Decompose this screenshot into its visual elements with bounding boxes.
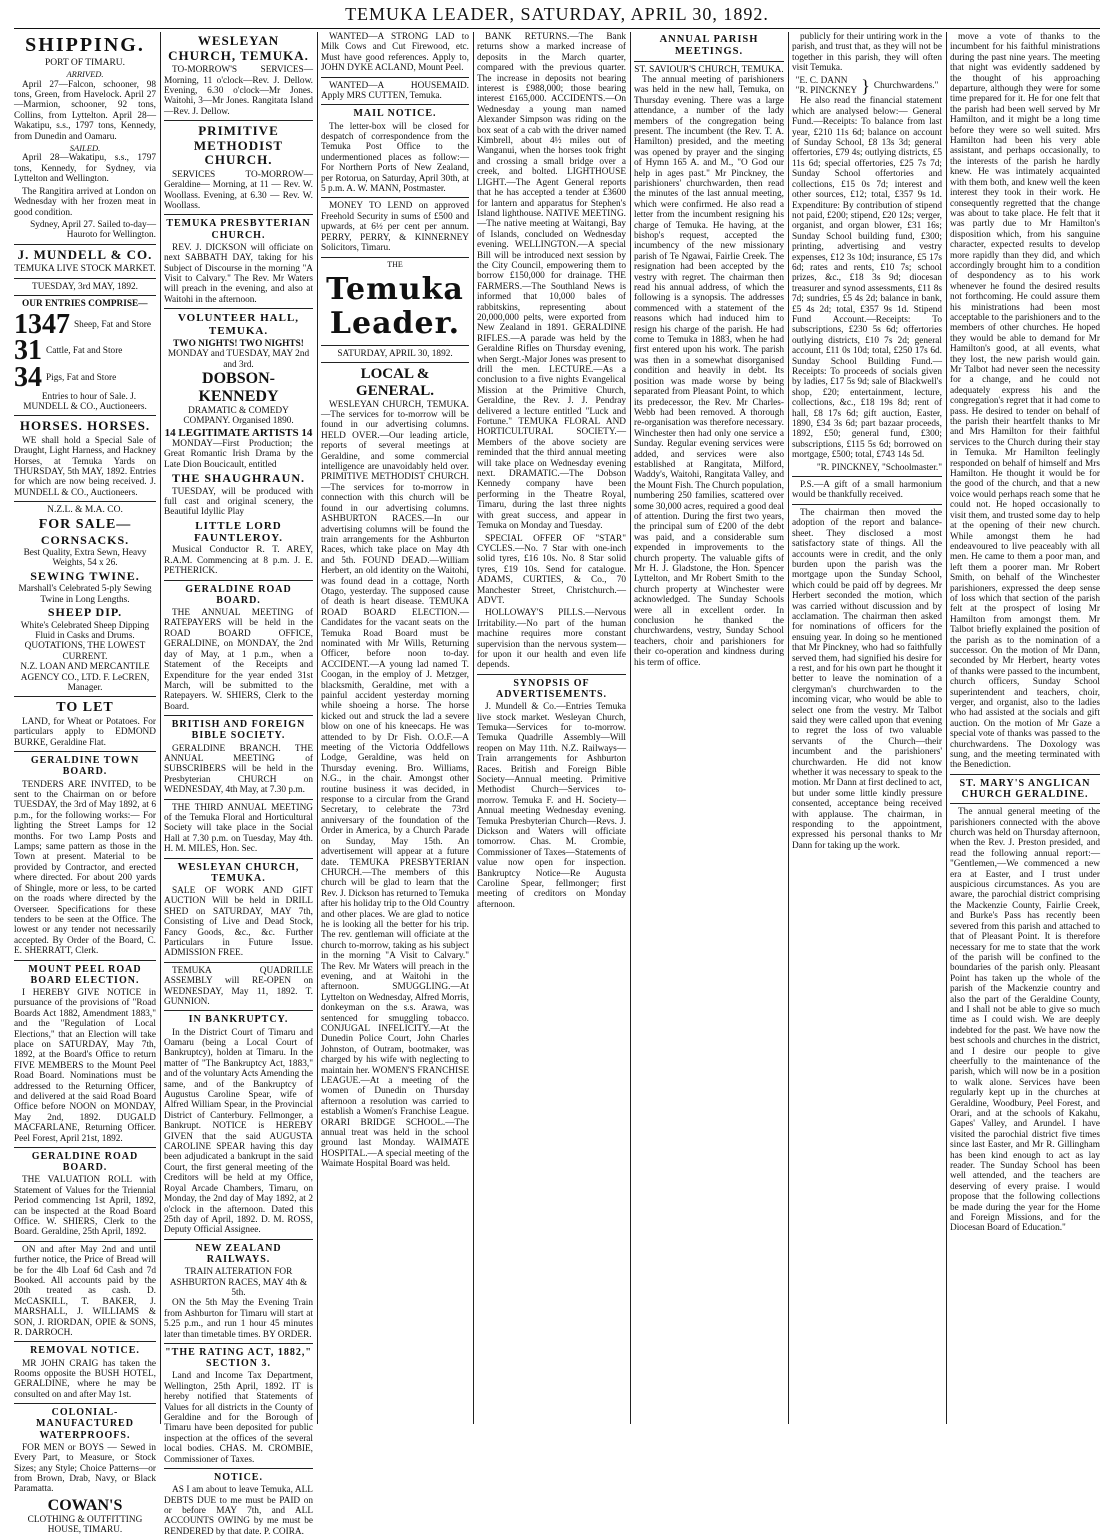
- synopsis-body: J. Mundell & Co.—Entries Temuka live stock market. Wesleyan Church, Temuka—Services for to-morrow. Temuka Quadrille Assembly—Will reopen on May 11th. N.Z. Railways—Train arrangements for Ashburton Races. British and Foreign Bible Society—Annual meeting. Primitive Methodist Church—Services to-morrow. Temuka F. and H. Society—Annual meeting Wednesday evening. Temuka Presbyterian Church—Revs. J. Dickson and Waters will officiate tomorrow. Chas. M. Crombie, Commissioner of Taxes—Statements of value now open for inspection. Bankruptcy Notice—Re Augusta Caroline Spear, fellmonger; first meeting of creditors on Monday afternoon.: [477, 702, 626, 910]
- local-general-heading: LOCAL & GENERAL.: [356, 366, 434, 399]
- news-items: BANK RETURNS.—The Bank returns show a marked increase of deposits in the March quarter, compared with the previous quarter. The increase in deposits not bearing interest is £988,000; those bearing interest £165,000. ACCIDENTS.—On Wednesday a young man named Alexander Simpson was riding on the box seat of a cab with the driver named Kimbrell, about 4½ miles out of Wanganui, when the horses took fright and crossing a small bridge over a creek, and bolted. LIGHTHOUSE LIGHT.—The Agent General reports that he has accepted a tender at £3600 for lantern and apparatus for Stephen's Island lighthouse. NATIVE MEETING.—The native meeting at Waitangi, Bay of Islands, concluded on Wednesday evening. WELLINGTON.—A special Bill will be introduced next session by the City Council, empowering them to borrow £150,000 for drainage. THE FARMERS.—The Southland News is informed that 10,000 bales of rabbitskins, representing about 20,000,000 pelts, were exported from New Zealand in 1891. GERALDINE RIFLES.—A parade was held by the Geraldine Rifles on Thursday evening, when Sergt.-Major Jones was present to drill the men. LECTURE.—As a conclusion to a five nights Evangelical Mission at the Primitive Church, Geraldine, the Rev. J. J. Pendray delivered a lecture entitled "Luck and Fortune." TEMUKA FLORAL AND HORTICULTURAL SOCIETY.—Members of the above society are reminded that the third annual meeting will take place on Wednesday evening next. DRAMATIC.—The Dobson Kennedy company have been performing in the Theatre Royal, Timaru, during the last three nights with great success, and appear in Temuka on Monday and Tuesday.: [477, 32, 626, 532]
- sailings-text: April 28—Wakatipu, s.s., 1797 tons, Kennedy, for Sydney, via Lyttelton and Wellington.: [14, 153, 156, 185]
- sydney-note: Sydney, April 27. Sailed to-day—Hauroto for Wellington.: [30, 219, 156, 241]
- road-board-meeting-heading: GERALDINE ROAD BOARD.: [185, 583, 292, 606]
- entry-count: 31: [14, 335, 42, 367]
- st-saviours-body: The annual meeting of parishioners was held in the new hall, Temuka, on Thursday evening. There was a large attendance, a number of the lady members of the congregation being present. The incumbent (the Rev. T. A. Hamilton) presided, and the meeting was opened by prayer and the singing of Hymn 165 A. and M., "O God our help in ages past." Mr Pinckney, the parishioners' churchwarden, then read the minutes of the last annual meeting, which were confirmed. He also read a letter from the incumbent resigning his charge of Temuka. He having, at the bishop's request, accepted the incumbency of the new missionary parish of Te Ngawai, Fairlie Creek. The resignation had been accepted by the vestry with regret. The chairman then read his annual address, of which the following is a synopsis. The addresses commenced with a statement of the reasons which had induced him to resign his charge of the parish. He had come to Temuka in 1883, when he had first entered upon his work. The parish was then in a somewhat disorganised condition and heavily in debt. Its position was made worse by being separated from Pleasant Point, to which its predecessor, the Rev. Mr Charles-Webb had been removed. A thorough re-organisation was therefore necessary. Winchester then had only one service a Sunday. Regular evening services were added, and services were also established at Rangitata, Milford, Waddy's, Waitohi, Rangitata Valley, and the Mount Fish. The Church population, numbering 250 families, scattered over some 30,000 acres, required a good deal of attention. During the first two years, the principal sum of £200 of the debt was paid, and a considerable sum expended in improvements to the church property. The valuable gifts of Mr H. J. Gladstone, the Hon. Spencer Lyttelton, and Mr Robert Smith to the church property at Winchester were acknowledged. The Sunday Schools were all in excellent order. In conclusion he thanked the churchwardens, vestry, Sunday School teachers, choir and parishioners for their co-operation and kindness during his term of office.: [634, 74, 784, 668]
- column-rule: [946, 32, 947, 1424]
- mundell-heading: J. MUNDELL & CO.: [17, 246, 153, 262]
- star-cycles-ad: SPECIAL OFFER OF "STAR" CYCLES.—No. 7 Star with one-inch solid tyres, £16 10s. No. 8 Star solid tyres, £19 10s. Send for catalogue. ADAMS, CURTIES, & Co., 70 Manchester Street, Christchurch.—ADVT.: [477, 533, 626, 606]
- entries-label: OUR ENTRIES COMPRISE—: [22, 299, 148, 310]
- masthead-rule: [14, 28, 1100, 29]
- st-marys-heading: ST. MARY'S ANGLICAN CHURCH GERALDINE.: [959, 777, 1091, 801]
- notice-body: AS I am about to leave Temuka, ALL DEBTS DUE to me must be PAID on or before MAY 7th, and ALL ACCOUNTS OWING by me must be RENDERED by that date. P. COIRA.: [164, 1485, 313, 1537]
- rating-act-heading: "THE RATING ACT, 1882," SECTION 3.: [165, 1346, 312, 1370]
- entries-footer: Entries to hour of Sale. J. MUNDELL & CO., Auctioneers.: [23, 391, 147, 412]
- entry-type: Sheep, Fat and Store: [74, 319, 151, 330]
- rating-act-body: Land and Income Tax Department, Wellington, 25th April, 1892. IT is hereby notified that Statements of Values for all districts in the County of Geraldine and for the Borough of Timaru have been deposited for public inspection at the offices of the several local bodies. CHAS. M. CROMBIE, Commissioner of Taxes.: [164, 1371, 313, 1465]
- cowan-sub: CLOTHING & OUTFITTING HOUSE, TIMARU.: [27, 1514, 143, 1536]
- st-saviours-heading: ST. SAVIOUR'S CHURCH, TEMUKA.: [634, 64, 784, 75]
- column-rule: [788, 32, 789, 1424]
- holloway-ad: HOLLOWAY'S PILLS.—Nervous Irritability.—No part of the human machine requires more constant supervision than the nervous system—for upon it our health and even life depends.: [477, 608, 626, 671]
- nza-heading: N.Z.L. & M.A. CO.: [47, 505, 123, 516]
- wanted-housemaid: WANTED—A HOUSEMAID. Apply MRS CUTTEN, Temuka.: [321, 80, 469, 102]
- column-2: [164, 32, 313, 1537]
- arrived-label: ARRIVED.: [66, 69, 104, 80]
- wesleyan-sale-heading: WESLEYAN CHURCH, TEMUKA.: [177, 861, 300, 884]
- presbyterian-body: REV. J. DICKSON will officiate on next SABBATH DAY, taking for his Subject of Discourse in the morning "A Visit to Calvary." The Rev. Mr Waters will preach in the evening, and also at Waitohi in the afternoon.: [164, 242, 313, 305]
- mail-notice-body: The letter-box will be closed for despatch of correspondence from the Temuka Post Office to the undermentioned places as follow:— For Northern Ports of New Zealand, per Rotorua, on Saturday, April 30th, at 5 p.m. A. W. MANN, Postmaster.: [321, 121, 469, 195]
- port-heading: PORT OF TIMARU.: [44, 58, 126, 69]
- column-1: [14, 32, 156, 1536]
- arrivals-text: April 27—Falcon, schooner, 98 tons, Green, from Havelock. April 27—Marmion, schooner, 92 tons, Collins, from Lyttelton. April 28—Wakatipu, s.s., 1797 tons, Kennedy, from Dunedin and Oamaru.: [14, 79, 156, 142]
- mount-peel-body: I HEREBY GIVE NOTICE in pursuance of the provisions of "Road Boards Act 1882, Amendment 1883," and the "Regulation of Local Elections," that an Election will take place on SATURDAY, May 7th, 1892, at the Board's Office to return FIVE MEMBERS to the Mount Peel Road Board. Nominations must be addressed to the Returning Officer, and delivered at the said Road Board Office before NOON on MONDAY, May 2nd, 1892. DUGALD MACFARLANE, Returning Officer. Peel Forest, April 21st, 1892.: [14, 987, 156, 1144]
- mail-notice-heading: MAIL NOTICE.: [353, 108, 437, 120]
- wesleyan-sale-body: SALE OF WORK AND GIFT AUCTION Will be held in DRILL SHED on SATURDAY, MAY 7th, Consisting of Live and Dead Stock, Fancy Goods, &c., &c. Further Particulars in Future Issue. ADMISSION FREE.: [164, 885, 313, 959]
- cornsacks-text: Best Quality, Extra Sewn, Heavy Weights, 54 x 26.: [23, 548, 147, 569]
- sheepdip-heading: SHEEP DIP.: [47, 605, 123, 620]
- entry-type: Cattle, Fat and Store: [46, 346, 123, 357]
- quadrille-body: TEMUKA QUADRILLE ASSEMBLY will RE-OPEN on WEDNESDAY, May 11, 1892. T. GUNNION.: [164, 965, 313, 1008]
- bankruptcy-body: In the District Court of Timaru and Oamaru (being a Local Court of Bankruptcy), holden at Timaru. In the matter of "The Bankruptcy Act, 1883," and of the voluntary Acts Amending the same, and of the Bankruptcy of Augustus Caroline Spear, wife of Alfred William Spear, in the Provincial District of Canterbury. Fellmonger, a Bankrupt. NOTICE is HEREBY GIVEN that the said AUGUSTA CAROLINE SPEAR having this day been adjudicated a bankrupt in the said Court, the first general meeting of the Creditors will be held at my Office, Royal Arcade Chambers, Timaru, on Monday, the 2nd day of May 1892, at 2 o'clock in the afternoon. Dated this 25th day of April, 1892. D. M. ROSS, Deputy Official Assignee.: [164, 1027, 313, 1236]
- column-rule: [473, 32, 474, 1424]
- twine-heading: SEWING TWINE.: [30, 568, 140, 583]
- shipping-heading: SHIPPING.: [25, 34, 145, 56]
- column-6: [792, 32, 942, 1424]
- horses-body: WE shall hold a Special Sale of Draught, Light Harness, and Hackney Horses, at Temuka Yards on THURSDAY, 5th MAY, 1892. Entries for which are now being received. J. MUNDELL & CO., Auctioneers.: [14, 435, 156, 498]
- livestock-heading: TEMUKA LIVE STOCK MARKET.: [14, 264, 156, 275]
- show-dates: MONDAY and TUESDAY, MAY 2nd and 3rd.: [167, 349, 310, 370]
- company-name: DOBSON-KENNEDY: [198, 370, 279, 405]
- wesleyan-heading: WESLEYAN CHURCH, TEMUKA.: [168, 33, 309, 63]
- two-nights: TWO NIGHTS! TWO NIGHTS!: [173, 338, 304, 349]
- twine-text: Marshall's Celebrated 5-ply Sewing Twine in Long Lengths.: [18, 584, 152, 605]
- wanted-lad: WANTED—A STRONG LAD to Milk Cows and Cut Firewood, etc. Must have good references. Apply to, JOHN DYKE ACLAND, Mount Peel.: [321, 32, 469, 74]
- fauntleroy-title: LITTLE LORD FAUNTLEROY.: [194, 519, 283, 545]
- column-rule: [630, 32, 631, 1424]
- primitive-heading: PRIMITIVE METHODIST CHURCH.: [193, 123, 284, 168]
- company-sub: DRAMATIC & COMEDY COMPANY. Organised 1890.: [183, 405, 294, 427]
- sailed-label: SAILED.: [69, 142, 101, 153]
- railways-heading: NEW ZEALAND RAILWAYS.: [195, 1242, 282, 1265]
- masthead: TEMUKA LEADER, SATURDAY, APRIL 30, 1892.: [345, 4, 769, 24]
- issue-date: SATURDAY, APRIL 30, 1892.: [337, 348, 453, 359]
- floral-society-body: THE THIRD ANNUAL MEETING of the Temuka Floral and Horticultural Society will take place in the Social Hall at 7.30 p.m. on Tuesday, May 4th. H. M. MILES, Hon. Sec.: [164, 802, 313, 855]
- bible-society-heading: BRITISH AND FOREIGN BIBLE SOCIETY.: [171, 719, 306, 742]
- bankruptcy-heading: IN BANKRUPTCY.: [188, 1014, 289, 1026]
- shaughraun-title: THE SHAUGHRAUN.: [171, 471, 305, 486]
- column-5: [634, 32, 784, 1424]
- meeting-report: The chairman then moved the adoption of the report and balance-sheet. They disclosed a most satisfactory state of things. All the accounts were in credit, and the only burden upon the parish was the mortgage upon the Sunday School, which could be paid off by degrees. Mr Herbert seconded the motion, which was carried without discussion and by acclamation. The chairman then asked for nominations of officers for the ensuing year. In doing so he mentioned that Mr Pinckney, who had so faithfully served them, had signified his desire for a rest, and for his own part he thought it better to leave the nomination of a clergyman's churchwarden to the incoming vicar, who would be able to select one from the vestry. Mr Talbot said they were called upon that evening to regret the loss of two valuable servants of the Church—their incumbent and the parishioners' churchwarden. He did not know whether it was necessary to speak to the motion. Mr Dann at first declined to act, but under some little kindly pressure consented, acceptance being received with applause. The chairman, in responding to the appointment, expressed his personal thanks to Mr Dann for taking up the work.: [792, 507, 943, 851]
- cowan-heading: COWAN'S: [47, 1496, 123, 1514]
- nameplate-the: THE: [387, 259, 403, 269]
- to-let-heading: TO LET: [56, 700, 114, 716]
- to-let-body: LAND, for Wheat or Potatoes. For particulars apply to EDMOND BURKE, Geraldine Flat.: [14, 717, 156, 748]
- column-4: [477, 32, 626, 1424]
- financial-statement: He also read the financial statement which are analysed below:— General Fund.—Receipts: To balance from last year, £210 11s 6d; balance on account of Sunday School, £8 13s 3d; general offertories, £79 4s; outlying districts, £5 11s 6d; special offertories, £25 7s 7d; Sunday School offertories and collections, £15 0s 7d; interest and other sources, £12; total, £357 9s 1d. Expenditure: By contribution of stipend not paid, £200; stipend, £20 12s; verger, organist, and organ blower, £31 16s; Sunday School building fund, £300; printing, advertising and vestry expenses, £12 3s 10d; insurance, £5 17s 6d; rates and rents, £10 7s; school prizes, &c., £18 3s 9d; diocesan treasurer and synod assessments, £11 8s 7d; sundries, £5 4s 2d; balance in bank, £5 4s 2d; total, £357 9s 1d. Stipend Fund Account.—Receipts: To subscriptions, £230 5s 6d; offertories outlying districts, £10 7s 2d; general account, £11 0s 10d; total, £250 17s 6d. Sunday School Building Fund.—Receipts: To proceeds of socials given by ladies, £17 5s 9d; sale of Blackwell's shop, £20; entertainment, lecture, collections, &c., £18 19s 8d; rent of hall, £8 17s 6d; gift auction, Easter, 1890, £34 3s 6d; part bazaar proceeds, 1892, £50; general fund, £300; subscriptions, £115 5s 6d; borrowed on mortgage, £500; total, £743 14s 5d.: [792, 96, 942, 461]
- vote-of-thanks: move a vote of thanks to the incumbent for his faithful ministrations during the past nine years. The meeting that night was evidently saddened by the thought of his approaching departure, although they were for some time prepared for it. He for one felt that the parish had been well served by Mr Hamilton, and it might be a long time before they were so well suited. Mrs Hamilton had been his very able assistant, and perhaps occasionally, to the interests of the parish he hardly knew. He was intimately acquainted with them both, and knew well the keen interest they took in their work. He consequently regretted that the change was about to take place. He felt that it was partly due to Mr Hamilton's disposition which, from his sanguine character, expected results to develop more rapidly than they did, and which accordingly brought him to a condition of despondency as to his work whenever he found the desired results not forthcoming. He could assure them his ministrations had been most acceptable to the parishioners and to the members of other churches. He hoped they would be able to demand for Mr Hamilton's good, at all events, what they lost, the new parish would gain. Mr Talbot had never seen the necessity for a change, and he could not adequately express his and the congregation's regret that it had come to pass. He desired to tender on behalf of the parish their heartfelt thanks to Mr and Mrs Hamilton for their faithful services to the Church during their stay in Temuka. Mr Hamilton feelingly responded on behalf of himself and Mrs Hamilton. He thought it would be for the good of the church, and that a new voice would perhaps reach some that he could not. He hoped occasionally to visit them, and trusted some day to help at the opening of their new church. While amongst them he had endeavoured to live peaceably with all men. He came to them a poor man, and left them a poorer man. Mr Robert Smith, on behalf of the Winchester parishioners, expressed the deep sense of loss which that section of the parish felt at the prospect of losing Mr Hamilton from amongst them. Mr Talbot briefly explained the position of the parish as to the nomination of a successor. On the motion of Mr Dann, seconded by Mr Herbert, hearty votes of thanks were passed to the incumbent, church officers, Sunday School superintendent and teachers, choir, verger, and organist, also to the ladies who had assisted at the socials and gift auction. On the motion of Mr Gaze a special vote of thanks was passed to the churchwardens. The Doxology was sung, and the meeting terminated with the Benediction.: [950, 32, 1100, 771]
- director-text: Musical Conductor R. T. AREY, R.A.M. Commencing at 8 p.m. J. E. PETHERICK.: [164, 545, 313, 577]
- mount-peel-heading: MOUNT PEEL ROAD BOARD ELECTION.: [28, 963, 142, 986]
- quotations-text: QUOTATIONS, THE LOWEST CURRENT.: [24, 641, 146, 662]
- presbyterian-heading: TEMUKA PRESBYTERIAN CHURCH.: [166, 218, 311, 241]
- road-board-heading: GERALDINE ROAD BOARD.: [31, 1151, 139, 1174]
- sale-date: TUESDAY, 3rd MAY, 1892.: [32, 281, 138, 292]
- address-end: publicly for their untiring work in the parish, and trust that, as they will not be together in this parish, they will often visit Temuka.: [792, 32, 942, 74]
- town-board-heading: GERALDINE TOWN BOARD.: [30, 755, 140, 778]
- churchwardens-signature: "E. C. DANN "R. PINCKNEY } Churchwardens.": [795, 75, 939, 97]
- bible-society-body: GERALDINE BRANCH. THE ANNUAL MEETING of SUBSCRIBERS will be held in the Presbyterian CHURCH on WEDNESDAY, 4th May, at 7.30 p.m.: [164, 743, 313, 796]
- removal-body: MR JOHN CRAIG has taken the Rooms opposite the BUSH HOTEL, GERALDINE, where he may be consulted on and after May 1st.: [14, 1358, 156, 1400]
- horses-heading: HORSES. HORSES.: [19, 418, 151, 434]
- waterproofs-heading: COLONIAL-MANUFACTURED WATERPROOFS.: [36, 1407, 134, 1441]
- local-general-body: WESLEYAN CHURCH, TEMUKA.—The services for to-morrow will be found in our advertising columns. HELD OVER.—Our leading article, reports of several meetings at Geraldine, and some commercial intelligence are unavoidably held over. PRIMITIVE METHODIST CHURCH.—The services for to-morrow in connection with this church will be found in our advertising columns. ASHBURTON RACES.—In our advertising columns will be found the train arrangements for the Ashburton Races, which take place on May 4th and 5th. FOUND DEAD.—William Herbert, an old identity on the Waitohi, was found dead in a cottage, North Otago, yesterday. The supposed cause of death is heart disease. TEMUKA ROAD BOARD ELECTION.—Candidates for the vacant seats on the Temuka Road Board must be nominated with Mr Wills, Returning Officer, before noon to-day. ACCIDENT.—A young lad named T. Coogan, in the employ of J. Metzger, blacksmith, Geraldine, met with a painful accident yesterday morning while shoeing a horse. The horse kicked out and struck the lad a severe blow on one of his kneecaps. He was attended to by Dr Fish. O.O.F.—A meeting of the Victoria Oddfellows Lodge, Geraldine, was held on Thursday evening. Bro. Williams, N.G., in the chair. Amongst other routine business it was decided, in response to a circular from the Grand Secretary, to celebrate the 73rd anniversary of the foundation of the Order in America, by a Church Parade on Sunday, May 15th. An advertisement will appear at a future date. TEMUKA PRESBYTERIAN CHURCH.—The members of this church will be glad to learn that the Rev. J. Dickson has returned to Temuka after his holiday trip to the Old Country and other places. We are glad to notice he is looking all the better for his trip. The rev. gentleman will officiate at the church to-morrow, taking as his subject in the morning "A Visit to Calvary." The Rev. Mr Waters will preach in the evening, and at Waitohi in the afternoon. SMUGGLING.—At Lyttelton on Wednesday, Alfred Morris, donkeyman on the s.s. Arawa, was sentenced for smuggling tobacco. CONJUGAL INFELICITY.—At the Dunedin Police Court, John Charles Johnston, of Outram, bootmaker, was charged by his wife with neglecting to maintain her. WOMEN'S FRANCHISE LEAGUE.—At a meeting of the women of Dunedin on Thursday afternoon a resolution was carried to establish a Women's Franchise League. ORARI BRIDGE SCHOOL.—The annual treat was held in the school ground last Monday. WAIMATE HOSPITAL.—A special meeting of the Waimate Hospital Board was held.: [321, 399, 469, 1170]
- railways-sub: TRAIN ALTERATION FOR ASHBURTON RACES, MAY 4th & 5th.: [169, 1267, 308, 1298]
- sheepdip-text: White's Celebrated Sheep Dipping Fluid in Casks and Drums.: [20, 620, 150, 641]
- nameplate: Temuka Leader.: [326, 272, 464, 342]
- money-to-lend: MONEY TO LEND on approved Freehold Security in sums of £500 and upwards, at 6½ per cent per annum. PERRY, PERRY, & KINNERNEY Solicitors, Timaru.: [321, 201, 469, 254]
- for-sale-heading: FOR SALE—: [38, 516, 132, 532]
- churchwarden-name: "E. C. DANN: [795, 75, 848, 86]
- shipping-note: The Rangitira arrived at London on Wednesday with her frozen meat in good condition.: [14, 186, 156, 218]
- cornsacks-heading: CORNSACKS.: [40, 532, 130, 547]
- synopsis-heading: SYNOPSIS OF ADVERTISEMENTS.: [495, 677, 608, 700]
- entry-row: [14, 361, 156, 393]
- railways-body: ON the 5th May the Evening Train from Ashburton for Timaru will start at 5.25 p.m., and run 1 hour 45 minutes later than timetable times. BY ORDER.: [164, 1298, 313, 1340]
- column-rule: [317, 32, 318, 1424]
- column-3: [321, 32, 469, 1424]
- parish-meetings-heading: ANNUAL PARISH MEETINGS.: [659, 34, 759, 57]
- entry-type: Pigs, Fat and Store: [46, 373, 117, 383]
- postscript: P.S.—A gift of a small harmonium would be thankfully received.: [792, 480, 942, 501]
- monday-text: MONDAY—First Production; the Great Romantic Irish Drama by the Late Dion Boucicault, entitled: [164, 438, 313, 470]
- tuesday-text: TUESDAY, will be produced with full cast and original scenery, the Beautiful Idyllic Play: [164, 486, 313, 518]
- road-board-meeting-body: THE ANNUAL MEETING of RATEPAYERS will be held in the ROAD BOARD OFFICE, GERALDINE, on MONDAY, the 2nd day of May, at 1 p.m., when a Statement of the Receipts and Expenditure for the year ended 31st March, will be submitted to the Ratepayers. W. SHIERS, Clerk to the Board.: [164, 608, 313, 712]
- wesleyan-body: TO-MORROW'S SERVICES— Morning, 11 o'clock—Rev. J. Dellow. Evening, 6.30 o'clock—Mr Jones. Waitohi, 3—Mr Jones. Rangitata Island—Rev. J. Dellow.: [164, 65, 313, 117]
- entry-row: [14, 335, 156, 367]
- bread-notice: ON and after May 2nd and until further notice, the Price of Bread will be for the 4lb Loaf 6d Cash and 7d Booked. All accounts paid by the 20th treated as cash. D. McCASKILL, T. BAKER, J. MARSHALL, J. WILLIAMS & SON, J. RIORDAN, OPIE & SONS, R. DARROCH.: [14, 1244, 156, 1339]
- column-7: [950, 32, 1100, 1424]
- schoolmaster-signature: "R. PINCKNEY, "Schoolmaster.": [816, 462, 942, 473]
- waterproofs-body: FOR MEN or BOYS — Sewed in Every Part, to Measure, or Stock Sizes; any Style; Choice Patterns—or from Brown, Drab, Navy, or Black Paramatta.: [14, 1442, 156, 1495]
- nza-footer: N.Z. LOAN AND MERCANTILE AGENCY CO., LTD. F. LeCREN, Manager.: [20, 662, 150, 693]
- primitive-body: SERVICES TO-MORROW— Geraldine— Morning, at 11 — Rev. W. Woollass. Evening, at 6.30 — Rev. W. Woollass.: [164, 169, 313, 211]
- removal-heading: REMOVAL NOTICE.: [30, 1345, 140, 1357]
- entry-row: [14, 308, 156, 340]
- road-board-body: THE VALUATION ROLL with Statement of Values for the Triennial Period commencing 1st April, 1892, can be inspected at the Road Board Office. W. SHIERS, Clerk to the Board. Geraldine, 25th April, 1892.: [14, 1175, 156, 1238]
- entry-count: 1347: [14, 308, 70, 340]
- volunteer-hall-heading: VOLUNTEER HALL, TEMUKA.: [177, 312, 300, 337]
- churchwarden-name: "R. PINCKNEY: [795, 86, 858, 97]
- entry-count: 34: [14, 361, 42, 393]
- column-rule: [160, 32, 161, 1424]
- town-board-body: TENDERS ARE INVITED, to be sent to the Chairman on or before TUESDAY, the 3rd of May 1892, at 6 p.m., for the following works:— For lighting the Street Lamps for 12 months. For two Lamp Posts and Lamps; same pattern as those in the Town at present. Material to be provided by Contractor, and erected where directed. For about 200 yards of Shingle, more or less, to be carted on the roads where directed by the Overseer. Specifications for these tenders to be seen at the Office. The lowest or any tender not necessarily accepted. By Order of the Board, C. E. SHERRATT, Clerk.: [14, 779, 156, 957]
- artists-count: 14 LEGITIMATE ARTISTS 14: [164, 426, 313, 439]
- churchwardens-label: Churchwardens.": [873, 80, 939, 91]
- st-marys-body: The annual general meeting of the parishioners connected with the above church was held on Thursday afternoon, when the Rev. J. Preston presided, and read the following annual report:— "Gentlemen,—We commenced a new era at Easter, and I trust under auspicious circumstances. As you are aware, the parochial district comprising the Mackenzie County, Fairlie Creek, and Burke's Pass has recently been severed from this parish and attached to that of Pleasant Point. It is therefore necessary for me to state that the work of the parish will be confined to the boundaries of the parish only. Pleasant Point has taken up the whole of the parish of the Mackenzie country and also the part of the Geraldine County, and I shall not be able to give so much time as I could wish. We are deeply indebted for the past. We have now the best schools and churches in the district, and I desire our people to give cheerfully to the maintenance of the parish, which will now be in a position to walk alone. Services have been regularly kept up in the churches at Geraldine, Woodbury, Peel Forest, and Orari, and at the schools of Kakahu, Gapes' Valley, and Arundel. I have visited the parochial district five times since last Easter, and Mr R. Gillingham has been kind enough to act as lay reader. The Sunday School has been well attended, and the teachers are deserving of every praise. I would propose that the following collections be made during the year for the Home and Foreign Missions, and for the Diocesan Board of Education.": [950, 807, 1101, 1234]
- notice-heading: NOTICE.: [214, 1471, 263, 1483]
